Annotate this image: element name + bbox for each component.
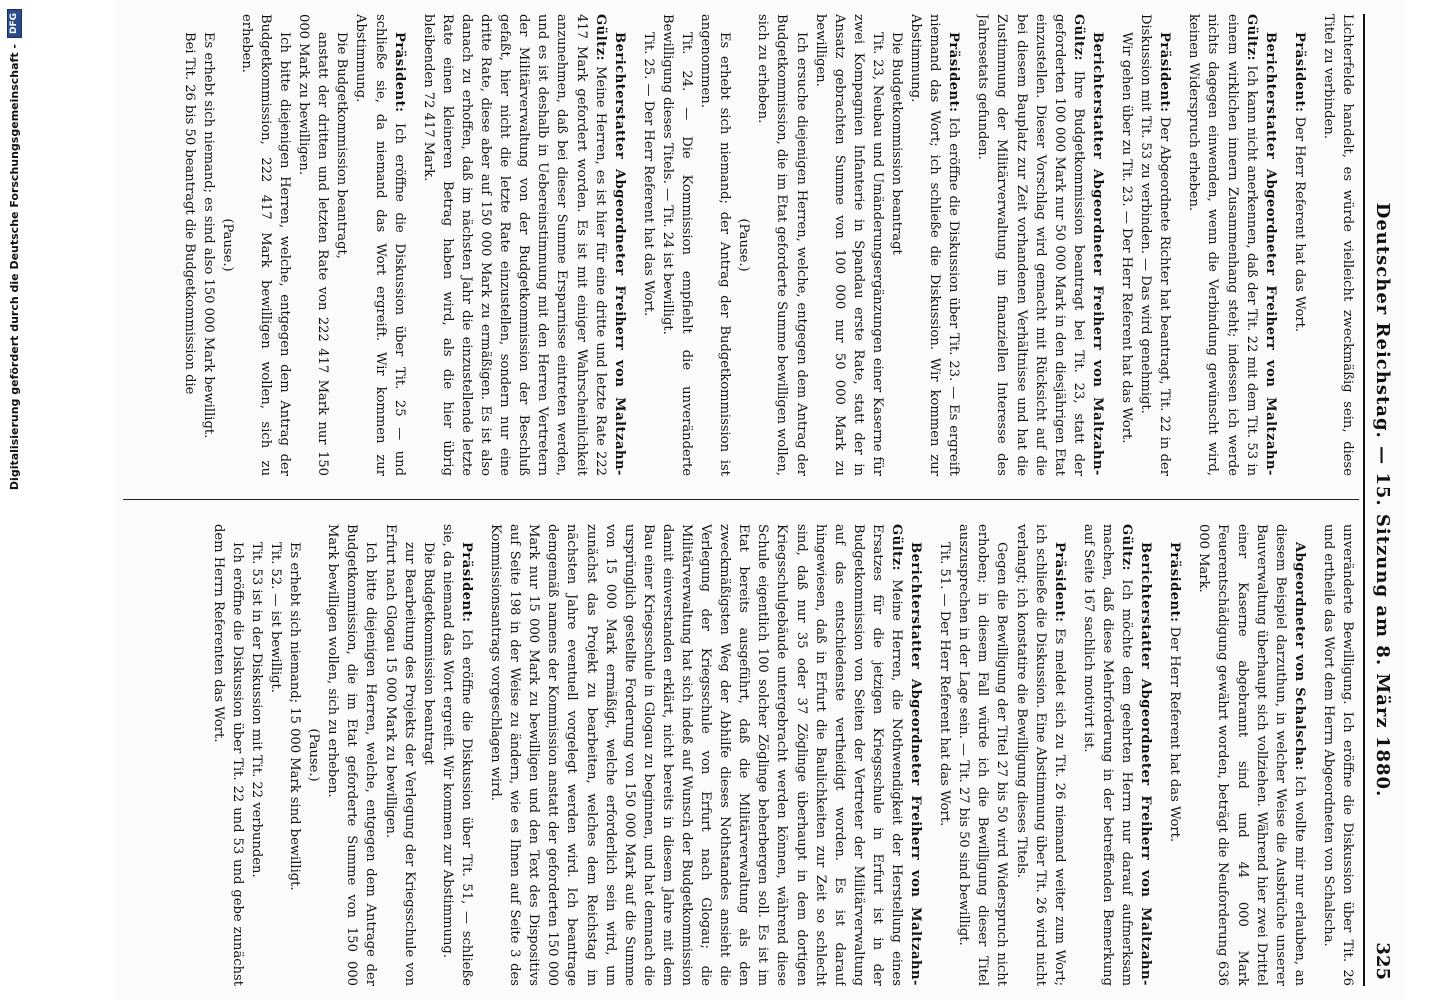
- page-number: 325: [1372, 942, 1393, 980]
- paragraph: [1194, 524, 1309, 986]
- speech-text: Der Abgeordnete Richter hat beantragt, Tit. 22 in der Diskussion mit Tit. 53 zu verbinden. — Das wird genehmigt.: [1138, 14, 1173, 476]
- paragraph: Lichterfelde handelt, es würde vielleicht zweckmäßig sein, diese Titel zu verbinden.: [1320, 14, 1355, 476]
- paragraph: Ich bitte diejenigen Herren, welche, entgegen dem Antrag der Budgetkommission, 222 417 Mark bewilligen wollen, sich zu erheben.: [238, 14, 293, 476]
- paragraph: Tit. 25. — Der Herr Referent hat das Wort.: [640, 32, 656, 317]
- paragraph: [1184, 14, 1279, 476]
- scan-margin: [0, 0, 22, 1000]
- speaker: Präsident:: [1051, 542, 1067, 623]
- paragraph: [419, 14, 629, 476]
- speaker: Präsident:: [946, 32, 962, 113]
- speech-text: Ich eröffne die Diskussion über Tit. 51, — schließe sie, da niemand das Wort ergreift. Wir kommen zur Abstimmung.: [439, 524, 474, 986]
- speech-text: Ihre Budgetkommission beantragt bei Tit. 23, statt der geforderten 100 000 Mark nur 50 000 Mark in den diesjährigen Etat einzustellen. Dieser Vorschlag wird gemacht mit Rücksicht auf die bei diesem Bauplatz zur Zeit vorhandenen Verhältnisse und hat die Zustimmung der Militärverwaltung im finanziellen Interesse des Jahresetats gefunden.: [975, 14, 1086, 476]
- paragraph: Tit. 51. — Der Herr Referent hat das Wort.: [937, 542, 953, 827]
- speech-text: Ich kann nicht anerkennen, daß der Tit. 22 mit dem Tit. 53 in einem wirklichen innern Zusammenhang steht; indessen ich werde nichts dagegen einwenden, wenn die Verbindung gewünscht wird, keinen Widerspruch erheben.: [1186, 14, 1259, 476]
- paragraph: [1290, 14, 1309, 476]
- digitization-credit: [5, 9, 23, 969]
- paragraph: Die Budgetkommission beantragt: [420, 542, 436, 765]
- right-column: [125, 524, 1357, 986]
- speech-text: Ich eröffne die Diskussion über Tit. 25 — und schließe sie, da niemand das Wort ergreift. Wir kommen zur Abstimmung.: [353, 14, 407, 476]
- paragraph: Die Budgetkommission beantragt,: [334, 32, 350, 259]
- paragraph: Es erhebt sich niemand; der Antrag der Budgetkommission ist angenommen.: [698, 14, 733, 476]
- paragraph: Die Budgetkommission beantragt: [889, 32, 905, 255]
- pause-note: (Pause.): [736, 218, 752, 272]
- pause-note: (Pause.): [219, 218, 235, 272]
- paragraph: Tit. 53 ist in der Diskussion mit Tit. 22 verbunden.: [248, 542, 264, 878]
- paragraph: Gegen die Bewilligung der Titel 27 bis 50 wird Widerspruch nicht erhoben; in diesem Fall würde ich die Bewilligung dieser Titel auszusprechen in der Lage sein. — Tit. 27 bis 50 sind bewilligt.: [956, 524, 1010, 986]
- speech-text: Es meldet sich zu Tit. 26 niemand weiter zum Wort; ich schließe die Diskussion. Eine Abstimmung über Tit. 26 wird nicht verlangt; ich konstatire die Bewilligung dieses Titels.: [1013, 524, 1067, 986]
- speaker: Präsident:: [1157, 32, 1173, 113]
- paragraph: Bei Tit. 26 bis 50 beantragt die Budgetkommission die: [181, 32, 197, 395]
- speech-text: Ich wollte mir nur erlauben, an diesem Beispiel darzuthun, in welcher Weise die Ausbrüche unserer Bauverwaltung überhaupt sich vollziehen. Während hier zwei Drittel einer Kaserne abgebrannt sind und 44 000 Mark Feuerentschädigung gewährt worden, beträgt die Neuforderung 636 000 Mark.: [1196, 524, 1307, 986]
- speech-text: Ich eröffne die Diskussion über Tit. 23. — Es ergreift niemand das Wort; ich schließe die Diskussion. Wir kommen zur Abstimmung.: [908, 14, 962, 476]
- speaker: Berichterstatter Abgeordneter Freiherr von Maltzahn-Gültz:: [889, 524, 924, 986]
- running-title: Deutscher Reichstag. — 15. Sitzung am 8. März 1880.: [1372, 202, 1393, 798]
- speech-text: Ich möchte dem geehrten Herrn nur darauf aufmerksam machen, daß diese Mehrforderung in der betreffenden Bemerkung auf Seite 167 sachlich motivirt ist.: [1080, 524, 1135, 986]
- speaker: Präsident:: [458, 542, 474, 623]
- credit-text: Digitalisierung gefördert durch die Deutsche Forschungsgemeinschaft -: [7, 44, 21, 491]
- paragraph: Es erhebt sich niemand; 15 000 Mark sind bewilligt.: [287, 542, 303, 891]
- speaker: Berichterstatter Abgeordneter Freiherr von Maltzahn-Gültz:: [1119, 524, 1154, 986]
- speaker: Berichterstatter Abgeordneter Freiherr von Maltzahn-Gültz:: [592, 14, 627, 476]
- page-header: [1363, 14, 1399, 986]
- paragraph: Es erhebt sich niemand; es sind also 150 000 Mark bewilligt.: [200, 32, 216, 439]
- speaker: Präsident:: [1291, 32, 1307, 113]
- speech-text: Meine Herren, die Nothwendigkeit der Herstellung eines Ersatzes für die jetzigen Kriegsschule in Erfurt ist in der Budgetkommission von Seiten der Vertreter der Militärverwaltung auf das entschiedenste vertheidigt worden. Es ist darauf hingewiesen, daß in Erfurt die Baulichkeiten zur Zeit so schlecht sind, daß nur 35 oder 37 Zöglinge überhaupt in dem dortigen Kriegsschulgebäude untergebracht werden können, während diese Schule eigentlich 100 solcher Zöglinge beherbergen soll. Es ist im Etat bereits ausgeführt, daß die Militärverwaltung als den zweckmäßigsten Weg der Abhilfe dieses Nothstandes ansieht die Verlegung der Kriegsschule von Erfurt nach Glogau; die Militärverwaltung hat sich indeß auf Wunsch der Budgetkommission damit einverstanden erklärt, nicht bereits in diesem Jahre mit dem Bau einer Kriegsschule in Glogau zu beginnen, und hat demnach die ursprünglich gestellte Forderung von 150 000 Mark auf die Summe von 15 000 Mark ermäßigt, welche erforderlich sein wird, um zunächst das Projekt zu bearbeiten, welches dem Reichstag im nächsten Jahre eventuell vorgelegt werden wird. Ich beantrage demgemäß namens der Kommission anstatt der geforderten 150 000 Mark nur 15 000 Mark zu bewilligen und den Text des Dispositivs auf Seite 198 in der Weise zu ändern, wie es Ihnen auf Seite 3 des Kommissionsantrags vorgeschlagen wird.: [488, 524, 905, 986]
- speaker: Präsident:: [391, 32, 407, 113]
- paragraph: Ich ersuche diejenigen Herren, welche, entgegen dem Antrag der Budgetkommission, die im Etat geforderte Summe bewilligen wollen, sich zu erheben.: [755, 14, 809, 476]
- motion-text: Tit. 23, Neubau und Umänderungsergänzungen einer Kaserne für zwei Kompagnien Infanterie in Spandau erste Rate, statt der in Ansatz gebrachten Summe von 100 000 nur 50 000 Mark zu bewilligen.: [812, 14, 885, 476]
- paragraph: Tit. 52. — ist bewilligt.: [268, 542, 284, 693]
- paragraph: [438, 524, 476, 986]
- speech-text: Der Herr Referent hat das Wort.: [1291, 116, 1307, 333]
- paragraph: [1136, 14, 1174, 476]
- dfg-logo: DFG: [7, 9, 22, 38]
- pause-note: (Pause.): [306, 728, 322, 782]
- motion-text: zur Bearbeitung des Projekts der Verlegung der Kriegsschule von Erfurt nach Glogau 15 000 Mark zu bewilligen.: [382, 524, 417, 986]
- speaker: Abgeordneter von Schalscha:: [1291, 542, 1307, 771]
- speaker: Präsident:: [1167, 542, 1183, 623]
- scanned-page: [115, 0, 1405, 1000]
- paragraph: Ich eröffne die Diskussion über Tit. 22 und 53 und gebe zunächst dem Herrn Referenten das Wort.: [210, 524, 245, 986]
- motion-text: anstatt der dritten und letzten Rate von 222 417 Mark nur 150 000 Mark zu bewilligen.: [296, 14, 331, 476]
- paragraph: unveränderte Bewilligung. Ich eröffne die Diskussion über Tit. 26 und ertheile das Wort dem Herrn Abgeordneten von Schalscha.: [1320, 524, 1355, 986]
- paragraph: [1165, 524, 1184, 986]
- paragraph: [1079, 524, 1155, 986]
- column-divider: [123, 499, 1359, 500]
- paragraph: Wir gehen über zu Tit. 23. — Der Herr Referent hat das Wort.: [1119, 32, 1135, 444]
- paragraph: [1012, 524, 1069, 986]
- paragraph: [351, 14, 408, 476]
- left-column: [125, 14, 1357, 476]
- scanned-page-viewport: [115, 0, 1405, 1000]
- paragraph: Tit. 24. — Die Kommission empfiehlt die unveränderte Bewilligung dieses Titels. — Tit. 24 ist bewilligt.: [659, 14, 694, 476]
- speaker: Berichterstatter Abgeordneter Freiherr von Maltzahn-Gültz:: [1243, 14, 1278, 476]
- paragraph: [486, 524, 925, 986]
- speech-text: Der Herr Referent hat das Wort.: [1167, 626, 1183, 843]
- paragraph: Ich bitte diejenigen Herren, welche, entgegen dem Antrage der Budgetkommission, die im Etat geforderte Summe von 150 000 Mark bewilligen wollen, sich zu erheben.: [325, 524, 379, 986]
- speech-text: Meine Herren, es ist hier für eine dritte und letzte Rate 222 417 Mark gefordert worden. Es ist mit einiger Wahrscheinlichkeit anzunehmen, daß bei dieser Summe Ersparnisse eintreten werden, und es ist deshalb in Uebereinstimmung mit den Herren Vertretern der Militärverwaltung von der Budgetkommission der Beschluß gefaßt, hier nicht die letzte Rate einzustellen, sondern nur eine dritte Rate, diese aber auf 150 000 Mark zu ermäßigen. Es ist also danach zu erhoffen, daß im nächsten Jahr die einzustellende letzte Rate einen kleineren Betrag haben wird, als die hier übrig bleibenden 72 417 Mark.: [420, 14, 608, 476]
- paragraph: [973, 14, 1107, 476]
- speaker: Berichterstatter Abgeordneter Freiherr von Maltzahn-Gültz:: [1070, 14, 1105, 476]
- paragraph: [906, 14, 963, 476]
